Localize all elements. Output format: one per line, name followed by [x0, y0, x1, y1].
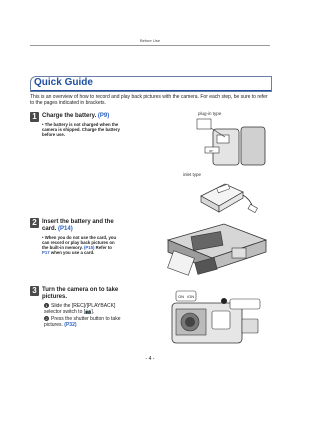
step-2-title: Insert the battery and the card. (P14)	[42, 219, 114, 232]
step-3-title: Turn the camera on to take pictures.	[42, 287, 119, 300]
intro-text: This is an overview of how to record and play back pictures with the camera. For each step, be sure to refer to the pages indicated in brackets.	[30, 94, 268, 106]
camera-back-illustration	[168, 285, 268, 347]
step-1-number: 1	[30, 112, 39, 122]
plug-in-charger-illustration	[195, 117, 275, 172]
step-2-ref: (P14)	[58, 226, 73, 232]
title-underline	[31, 90, 271, 91]
page-number: - 4 -	[145, 356, 155, 362]
title-box	[30, 76, 272, 92]
svg-text:/ON: /ON	[187, 294, 195, 299]
battery-card-insert-illustration	[162, 218, 272, 280]
step-2-number: 2	[30, 218, 39, 228]
inlet-type-label: inlet type	[183, 172, 202, 177]
inlet-charger-illustration	[195, 178, 265, 218]
svg-text:90°: 90°	[209, 149, 214, 153]
step-2-note: • When you do not use the card, you can record or play back pictures on the built-in memory. (P15) Refer to P17 when you use a card.	[42, 235, 117, 255]
section-header: Before Use	[139, 38, 160, 43]
step-3-item-1: 1 Slide the [REC]/[PLAYBACK] selector switch to [📷].	[44, 303, 116, 315]
step-1-title: Charge the battery. (P9)	[42, 113, 110, 119]
plug-in-type-label: plug-in type	[198, 111, 222, 116]
page-title: Quick Guide	[34, 77, 93, 88]
step-3-item-2: 2 Press the shutter button to take pictures. (P32)	[44, 316, 121, 328]
header-divider	[30, 45, 270, 46]
step-3-number: 3	[30, 286, 39, 296]
svg-text:ON: ON	[178, 294, 184, 299]
camera-icon: 📷	[85, 309, 92, 315]
step-1-ref: (P9)	[97, 113, 110, 119]
step-1-note: • The battery is not charged when the camera is shipped. Charge the battery before use.	[42, 122, 120, 137]
